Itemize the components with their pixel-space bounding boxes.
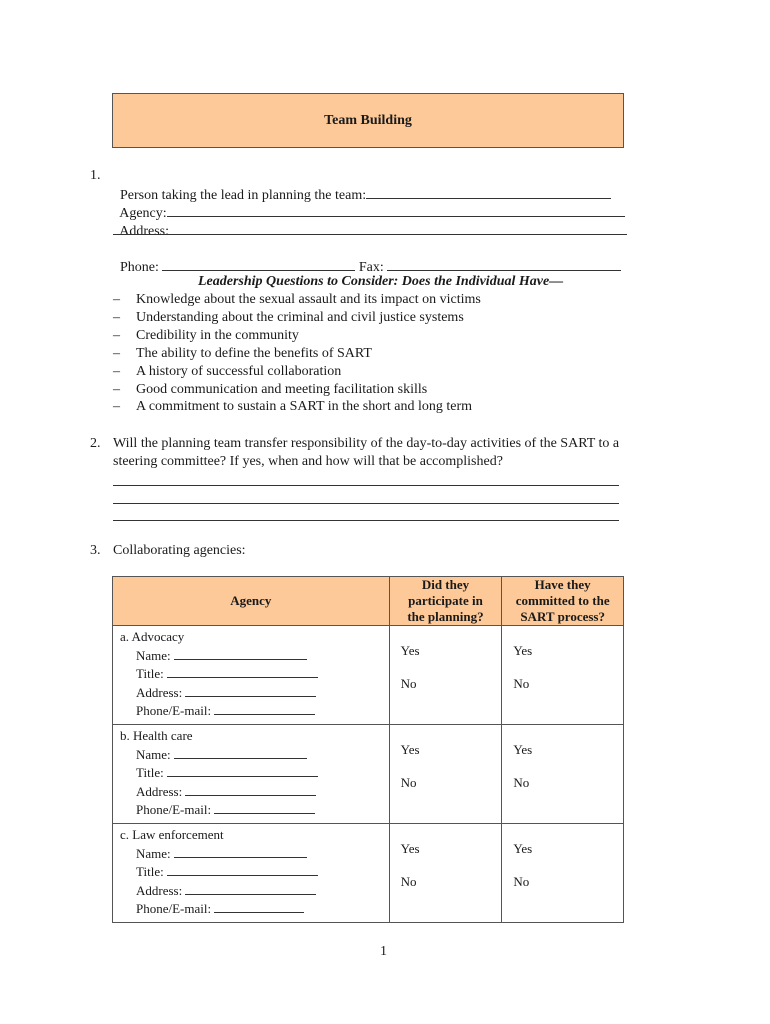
list-item: – Understanding about the criminal and civil justice systems — [113, 309, 464, 325]
participate-header: Did they participate in the planning? — [389, 577, 502, 626]
leadership-heading: Leadership Questions to Consider: Does the Individual Have— — [198, 274, 564, 289]
question-3-label: Collaborating agencies: — [113, 543, 246, 558]
answer-line[interactable] — [113, 503, 619, 504]
question-2-line-2: steering committee? If yes, when and how will that be accomplished? — [113, 454, 503, 469]
phone-email-field[interactable]: Phone/E-mail: — [120, 800, 389, 819]
committed-cell — [502, 626, 624, 725]
page-number: 1 — [380, 944, 387, 959]
table-row — [113, 626, 624, 725]
yes-option[interactable]: Yes — [513, 643, 533, 658]
section-title-text: Team Building — [324, 112, 412, 128]
no-option[interactable]: No — [513, 675, 530, 691]
table-row — [113, 824, 624, 923]
no-option[interactable]: No — [400, 774, 417, 790]
agencies-table — [112, 576, 624, 923]
leadership-list — [113, 291, 481, 416]
section-title — [112, 93, 624, 148]
question-1-number: 1. — [90, 168, 101, 183]
answer-line[interactable] — [113, 485, 619, 486]
agency-cell-health-care — [113, 725, 390, 824]
name-field[interactable]: Name: — [120, 745, 389, 764]
list-item: – A history of successful collaboration — [113, 363, 342, 379]
address-field[interactable]: Address: — [120, 881, 389, 900]
address-field[interactable]: Address: — [120, 782, 389, 801]
participate-cell — [389, 824, 502, 923]
yes-option[interactable]: Yes — [513, 742, 533, 757]
phone-fax-row[interactable] — [113, 239, 621, 277]
question-3-number: 3. — [90, 543, 101, 558]
yes-option[interactable]: Yes — [400, 643, 420, 658]
agency-header: Agency — [113, 577, 390, 626]
table-header-row — [113, 577, 624, 626]
answer-line[interactable] — [113, 520, 619, 521]
no-option[interactable]: No — [513, 774, 530, 790]
list-item: – The ability to define the benefits of SART — [113, 345, 372, 361]
yes-option[interactable]: Yes — [513, 841, 533, 856]
list-item: – Good communication and meeting facilitation skills — [113, 381, 428, 397]
title-field[interactable]: Title: — [120, 862, 389, 881]
agency-cell-advocacy — [113, 626, 390, 725]
agency-label: c. Law enforcement — [120, 827, 224, 842]
title-field[interactable]: Title: — [120, 763, 389, 782]
no-option[interactable]: No — [513, 873, 530, 889]
agency-label: Agency: — [119, 206, 167, 221]
title-field[interactable]: Title: — [120, 664, 389, 683]
question-2-number: 2. — [90, 436, 101, 451]
name-field[interactable]: Name: — [120, 844, 389, 863]
lead-person-label: Person taking the lead in planning the team: — [120, 188, 367, 203]
name-field[interactable]: Name: — [120, 646, 389, 665]
table-row — [113, 725, 624, 824]
agency-label: a. Advocacy — [120, 629, 185, 644]
yes-option[interactable]: Yes — [400, 841, 420, 856]
yes-option[interactable]: Yes — [400, 742, 420, 757]
committed-cell — [502, 725, 624, 824]
address-blank[interactable] — [169, 221, 627, 235]
phone-label: Phone: — [120, 260, 159, 275]
fax-blank[interactable] — [387, 257, 621, 271]
list-item: – Credibility in the community — [113, 327, 299, 343]
agency-cell-law-enforcement — [113, 824, 390, 923]
phone-blank[interactable] — [162, 257, 355, 271]
address-field[interactable] — [113, 203, 627, 241]
phone-email-field[interactable]: Phone/E-mail: — [120, 701, 389, 720]
committed-header: Have they committed to the SART process? — [502, 577, 624, 626]
address-extra-line[interactable] — [113, 234, 625, 235]
agency-label: b. Health care — [120, 728, 193, 743]
participate-cell — [389, 725, 502, 824]
question-2-line-1: Will the planning team transfer responsibility of the day-to-day activities of the SART to a — [113, 436, 620, 451]
address-label: Address: — [119, 224, 170, 239]
list-item: – Knowledge about the sexual assault and its impact on victims — [113, 292, 481, 307]
fax-label: Fax: — [358, 260, 384, 275]
participate-cell — [389, 626, 502, 725]
committed-cell — [502, 824, 624, 923]
address-field[interactable]: Address: — [120, 683, 389, 702]
phone-email-field[interactable]: Phone/E-mail: — [120, 899, 389, 918]
list-item: – A commitment to sustain a SART in the short and long term — [113, 399, 473, 415]
no-option[interactable]: No — [400, 675, 417, 691]
no-option[interactable]: No — [400, 873, 417, 889]
